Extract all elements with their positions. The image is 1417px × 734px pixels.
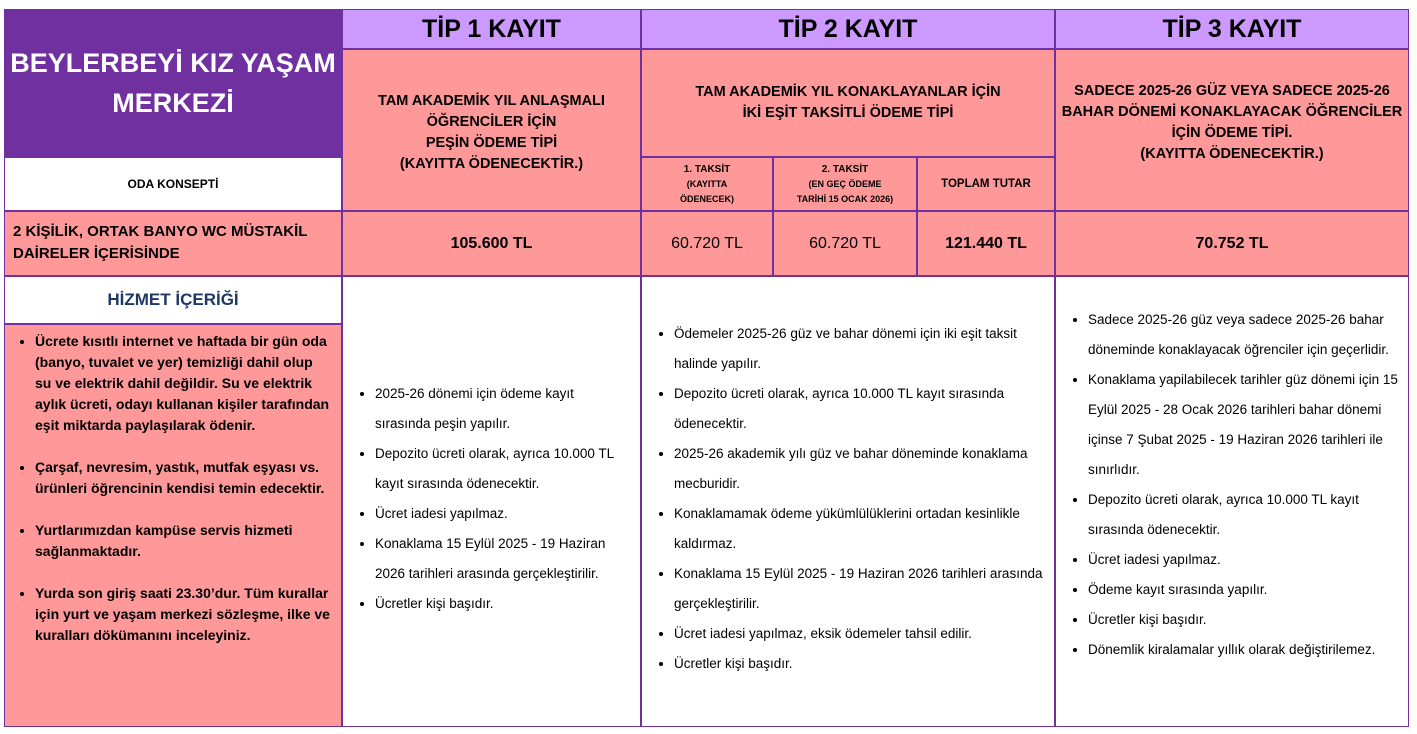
- tip2-bullet: • Ödemeler 2025-26 güz ve bahar dönemi için iki eşit taksit halinde yapılır.: [674, 319, 1046, 379]
- residence-title: [4, 9, 342, 157]
- tip1-description: TAM AKADEMİK YIL ANLAŞMALI ÖĞRENCİLER İÇİN PEŞİN ÖDEME TİPİ (KAYITTA ÖDENECEKTİR.): [342, 49, 641, 211]
- tip1-header: TİP 1 KAYIT: [342, 9, 641, 49]
- tip3-description: SADECE 2025-26 GÜZ VEYA SADECE 2025-26 BAHAR DÖNEMİ KONAKLAYACAK ÖĞRENCİLER İÇİN ÖDEME TİPİ. (KAYITTA ÖDENECEKTİR.): [1055, 49, 1409, 211]
- tip3-bullet: • Konaklama yapilabilecek tarihler güz dönemi için 15 Eylül 2025 - 28 Ocak 2026 tarihleri bahar dönemi içinse 7 Şubat 2025 - 19 Haziran 2026 tarihleri ile sınırlıdır.: [1088, 365, 1400, 485]
- tip3-bullet: • Ödeme kayıt sırasında yapılır.: [1088, 575, 1400, 605]
- tip2-bullet: • Ücretler kişi başıdır.: [674, 649, 1046, 679]
- tip2-taksit1-price: 60.720 TL: [641, 211, 773, 276]
- tip2-bullet-list: [642, 319, 1046, 679]
- tip1-bullet-list: [343, 379, 632, 619]
- tip2-details: [641, 276, 1055, 727]
- tip2-header: TİP 2 KAYIT: [641, 9, 1055, 49]
- tip2-bullet: • Konaklama 15 Eylül 2025 - 19 Haziran 2026 tarihleri arasında gerçekleştirilir.: [674, 559, 1046, 619]
- hizmet-list-panel: [4, 324, 342, 727]
- tip2-toplam-price: 121.440 TL: [917, 211, 1055, 276]
- tip3-bullet: • Sadece 2025-26 güz veya sadece 2025-26 bahar döneminde konaklayacak öğrenciler için geçerlidir.: [1088, 305, 1400, 365]
- hizmet-item: • Ücrete kısıtlı internet ve haftada bir gün oda (banyo, tuvalet ve yer) temizliği dahil olup su ve elektrik dahil değildir. Su ve elektrik aylık ücreti, odayı kullanan kişiler tarafından eşit miktarda paylaşılarak ödenir.: [35, 331, 331, 436]
- tip2-toplam-label: TOPLAM TUTAR: [917, 157, 1055, 211]
- tip3-bullet-list: [1056, 305, 1400, 665]
- tip3-price: 70.752 TL: [1055, 211, 1409, 276]
- tip1-bullet: • Konaklama 15 Eylül 2025 - 19 Haziran 2026 tarihleri arasında gerçekleştirilir.: [375, 529, 632, 589]
- tip1-bullet: • Depozito ücreti olarak, ayrıca 10.000 TL kayıt sırasında ödenecektir.: [375, 439, 632, 499]
- tip2-bullet: • 2025-26 akademik yılı güz ve bahar döneminde konaklama mecburidir.: [674, 439, 1046, 499]
- tip3-bullet: • Ücret iadesi yapılmaz.: [1088, 545, 1400, 575]
- oda-konsepti-label: ODA KONSEPTİ: [4, 157, 342, 211]
- tip2-bullet: • Konaklamamak ödeme yükümlülüklerini ortadan kesinlikle kaldırmaz.: [674, 499, 1046, 559]
- room-type: 2 KİŞİLİK, ORTAK BANYO WC MÜSTAKİL DAİRELER İÇERİSİNDE: [4, 211, 342, 276]
- tip3-header: TİP 3 KAYIT: [1055, 9, 1409, 49]
- tip1-details: [342, 276, 641, 727]
- tip1-bullet: • 2025-26 dönemi için ödeme kayıt sırasında peşin yapılır.: [375, 379, 632, 439]
- tip3-bullet: • Dönemlik kiralamalar yıllık olarak değiştirilemez.: [1088, 635, 1400, 665]
- tip3-bullet: • Ücretler kişi başıdır.: [1088, 605, 1400, 635]
- tip2-taksit2-price: 60.720 TL: [773, 211, 917, 276]
- hizmet-title: HİZMET İÇERİĞİ: [4, 276, 342, 324]
- tip2-bullet: • Depozito ücreti olarak, ayrıca 10.000 TL kayıt sırasında ödenecektir.: [674, 379, 1046, 439]
- residence-title-line-1: BEYLERBEYİ KIZ YAŞAM: [10, 48, 336, 78]
- hizmet-list: [5, 331, 331, 646]
- tip2-taksit1-label: 1. TAKSİT (KAYITTA ÖDENECEK): [641, 157, 773, 211]
- hizmet-item: • Çarşaf, nevresim, yastık, mutfak eşyası vs. ürünleri öğrencinin kendisi temin edecektir.: [35, 457, 331, 499]
- hizmet-item: • Yurtlarımızdan kampüse servis hizmeti sağlanmaktadır.: [35, 520, 331, 562]
- hizmet-item: • Yurda son giriş saati 23.30’dur. Tüm kurallar için yurt ve yaşam merkezi sözleşme, ilke ve kuralları dökümanını inceleyiniz.: [35, 583, 331, 646]
- tip2-bullet: • Ücret iadesi yapılmaz, eksik ödemeler tahsil edilir.: [674, 619, 1046, 649]
- tip1-bullet: • Ücret iadesi yapılmaz.: [375, 499, 632, 529]
- tip2-taksit2-label: 2. TAKSİT (EN GEÇ ÖDEME TARİHİ 15 OCAK 2026): [773, 157, 917, 211]
- tip3-details: [1055, 276, 1409, 727]
- residence-title-line-2: MERKEZİ: [112, 88, 234, 118]
- tip1-price: 105.600 TL: [342, 211, 641, 276]
- tip2-description: TAM AKADEMİK YIL KONAKLAYANLAR İÇİN İKİ EŞİT TAKSİTLİ ÖDEME TİPİ: [641, 49, 1055, 157]
- tip3-bullet: • Depozito ücreti olarak, ayrıca 10.000 TL kayıt sırasında ödenecektir.: [1088, 485, 1400, 545]
- tip1-bullet: • Ücretler kişi başıdır.: [375, 589, 632, 619]
